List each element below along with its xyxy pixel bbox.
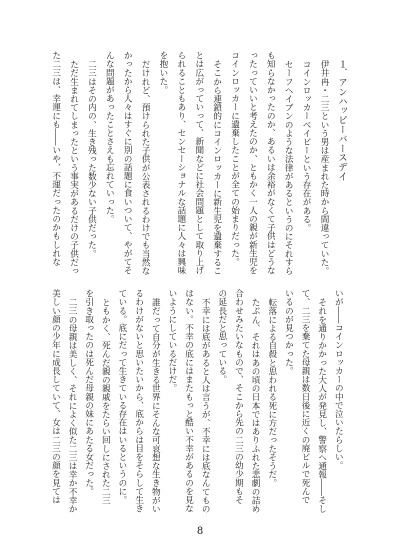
text-column: そこから連鎖的にコインロッカーに新生児を遺棄するこ (211, 59, 222, 275)
text-column: ともかく、死んだ親の親戚をたらい回しにされた二三 (100, 297, 111, 504)
text-column: 美しい顔の少年に成長していて、女は二三の顔を見ては (50, 289, 61, 504)
text-column: セーフヘイブンのような法律があるというのにそれすら (283, 59, 294, 275)
text-column: られることもあり、センセーショナルな話題に人々は興味 (175, 51, 186, 275)
text-column: ている。底にだって生きている存在はいるというのに。 (116, 289, 127, 504)
text-column: いようにしているだけだ。 (166, 289, 177, 393)
text-column: んな問題があったことさえも忘れていった。 (104, 51, 115, 223)
text-column: の延長だと思っている。 (216, 289, 227, 384)
text-column: はない。不幸の底にはまたもっと酷い不幸があるのを見な (183, 289, 194, 513)
text-column: かったから人々はすぐに別の話題に食いついて、やがてそ (122, 51, 133, 275)
text-column: たぶん、それはあの頃の日本ではありふれた悲劇の詰め (250, 297, 261, 513)
text-column: ったっていいと考えたのか、ともかく一人の親が新生児を (247, 51, 258, 275)
text-column: て、二三を棄てた母親は数日後に近くの廃ビルで死んで (300, 289, 311, 504)
text-column: るわけがないと思いたいから、底からは目をそらして生き (133, 289, 144, 513)
lower-text-block (47, 289, 347, 515)
text-column: を引き取ったのは死んだ母親の妹にあたる女だった。 (83, 289, 94, 496)
text-column: 転落による自殺と思われる死に方だったそうだ。 (266, 297, 277, 487)
text-column: ただ生まれてしまったという事実があるだけの子供だっ (68, 59, 79, 275)
text-column: 伊井冉・二三という男は産まれた時から間違っていた。 (319, 59, 329, 275)
page-number: 8 (196, 526, 204, 537)
text-column: 二三はその内の、生き残った数少ない子供だった。 (86, 59, 97, 258)
text-column: 二三の母親は美しく、それによく似た二三は幸か不幸か (67, 297, 78, 513)
text-column: コインロッカーベイビーという存在がある。 (301, 59, 312, 232)
text-column: 誰だって自分が生きる世界にそんな可哀想な生き物がい (150, 297, 161, 513)
text-column: だけれど、預けられた子供が公表されるわけでも当然な (140, 59, 151, 275)
chapter-title: １．アンハッピーバースデイ (336, 59, 347, 182)
text-column: 合わせみたいなもので、そこから先の二三の幼少期もそ (233, 289, 244, 504)
text-column: も知らなかったのか、あるいは余裕がなくて子供はどうな (265, 51, 276, 275)
text-column: それを通りかかった大人が発見し、警察へ通報――そし (316, 297, 327, 513)
upper-text-block (46, 51, 350, 277)
text-column: 不幸には底があると人は言うが、不幸には底なんてもの (200, 297, 211, 513)
text-column: コインロッカーに遺棄したことが全ての始まりだった。 (229, 51, 240, 266)
text-column: いるのが見つかった。 (283, 289, 294, 375)
text-column: とは広がっていって、新聞などに社会問題として取り上げ (193, 51, 204, 275)
text-column: た二三は、幸運にも――いや、不運だったのかもしれな (50, 51, 61, 266)
text-column: いが――コインロッカーの中で泣いたらしい。 (333, 289, 344, 470)
text-column: を抱いた。 (157, 51, 168, 94)
